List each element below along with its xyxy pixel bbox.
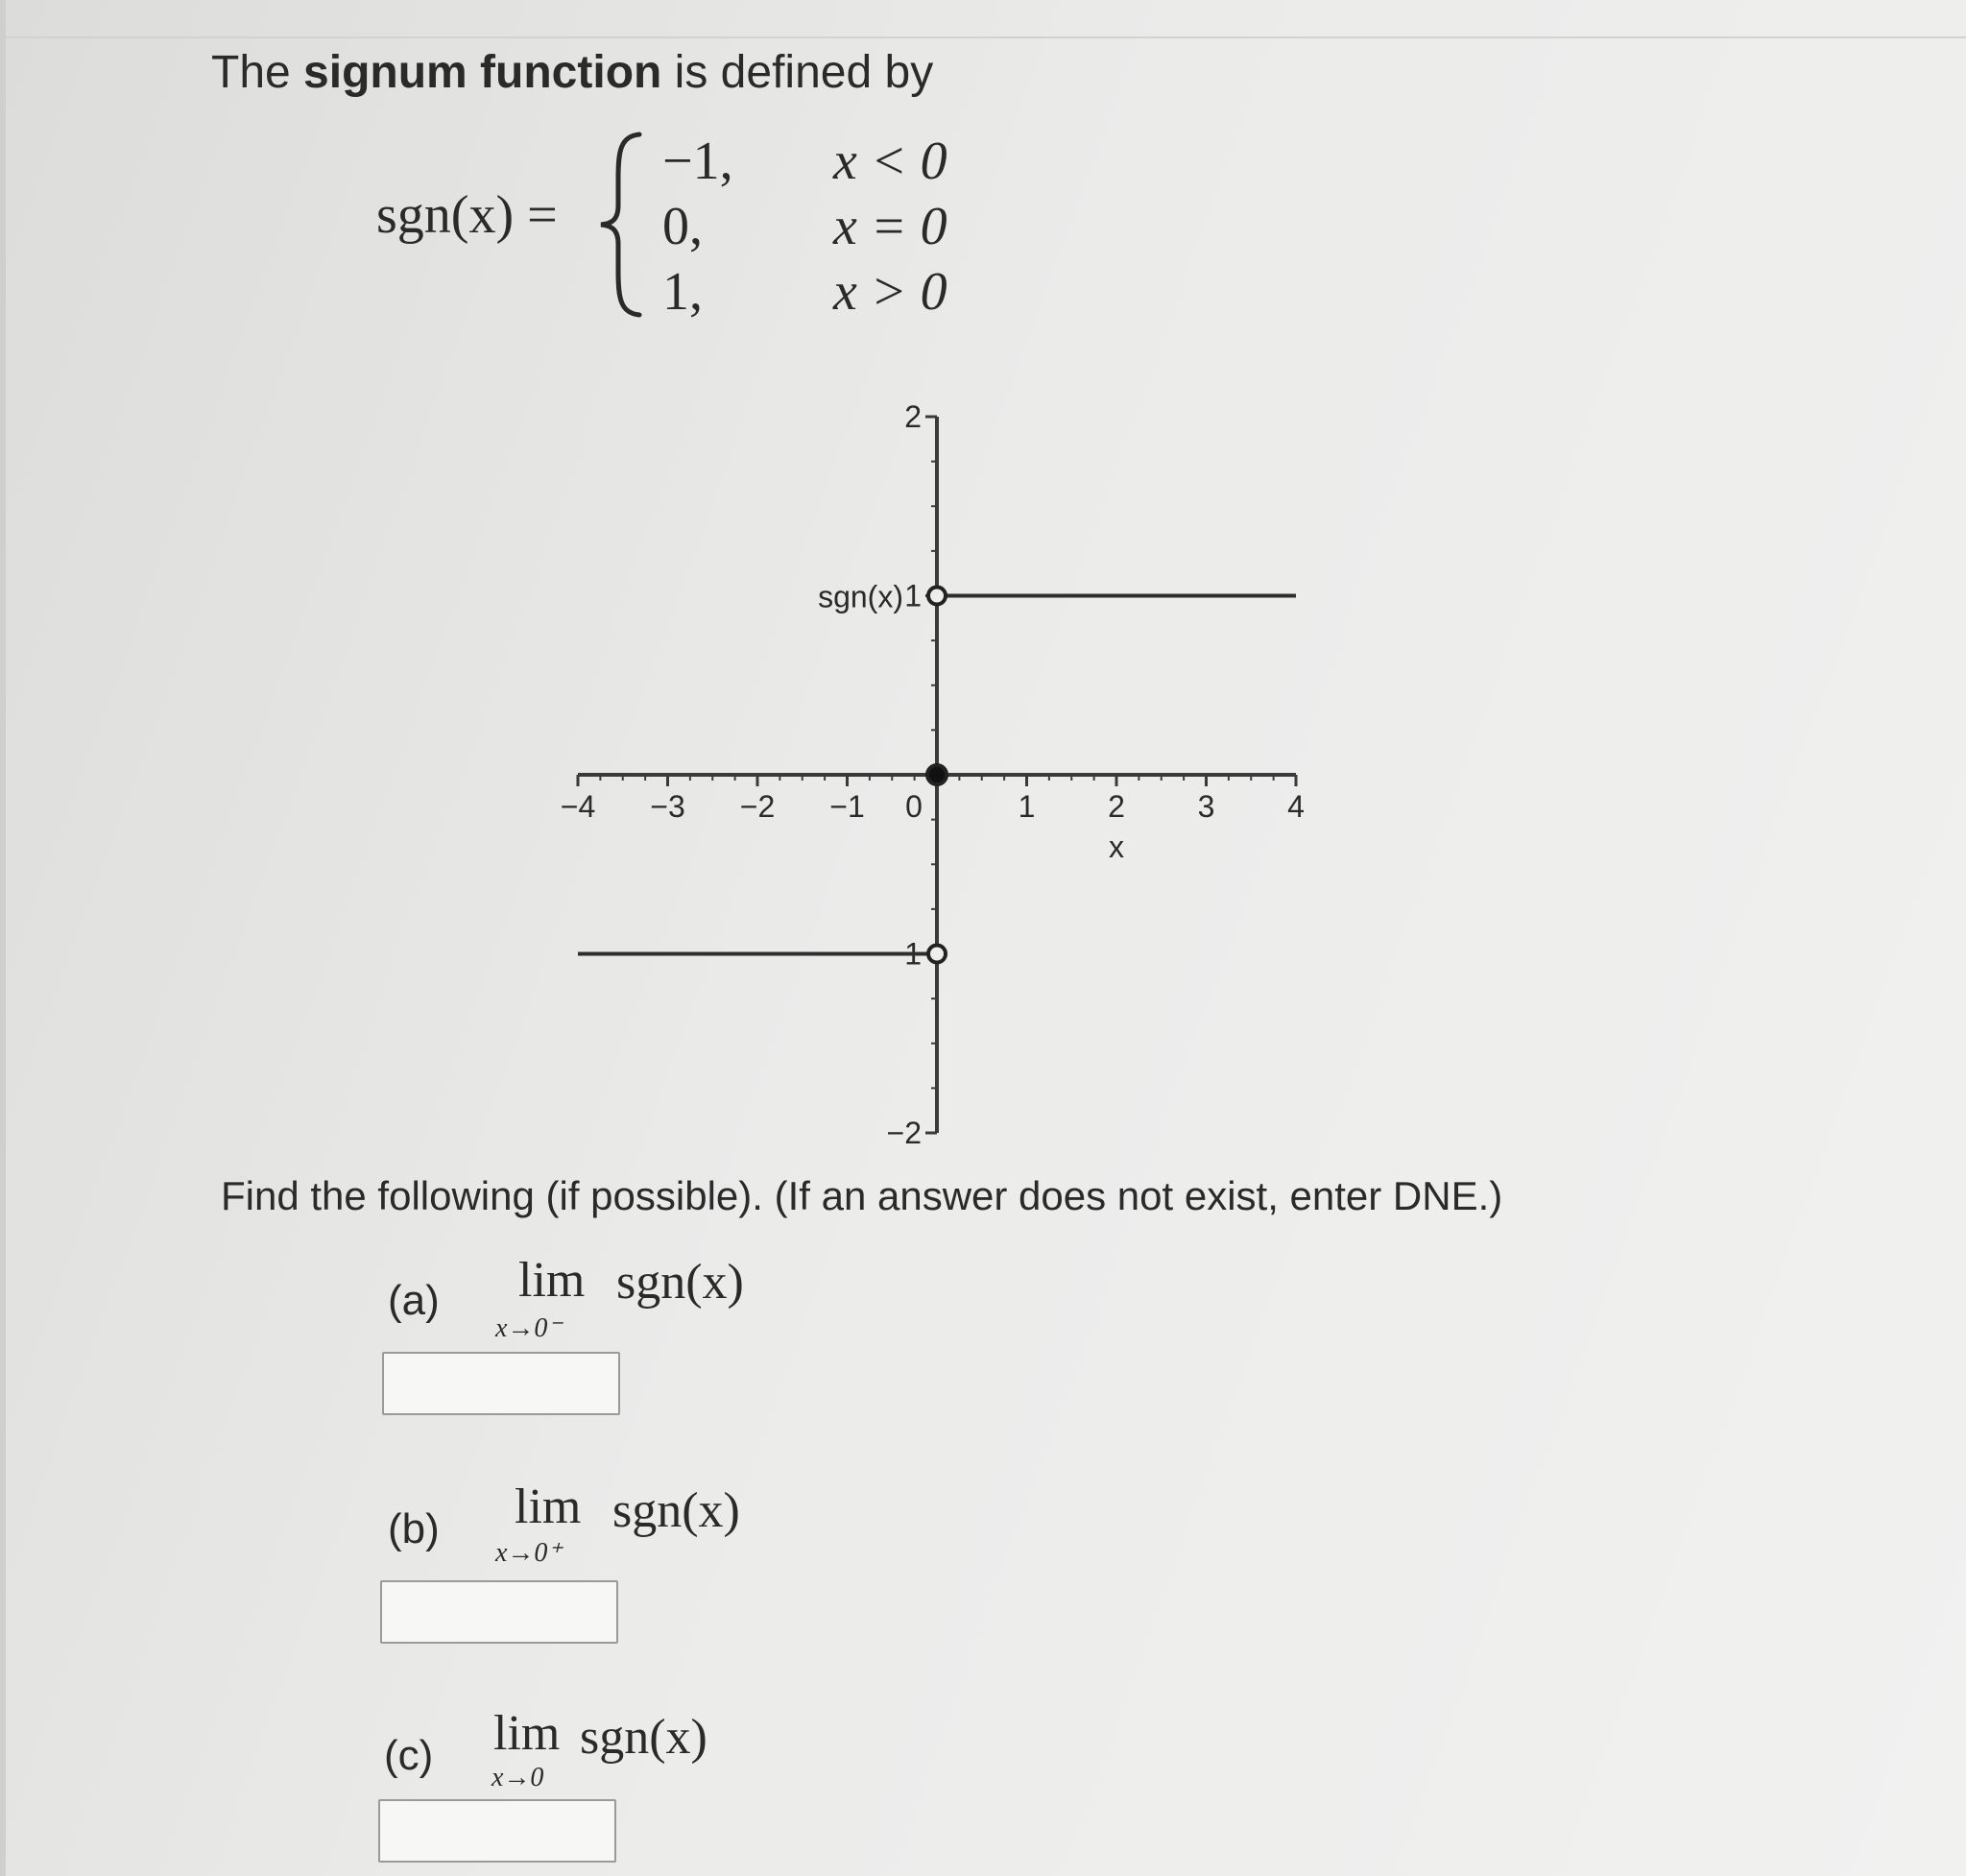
y-tick-label: 1 [904, 578, 922, 613]
intro-bold-term: signum function [303, 47, 662, 98]
case-condition-3: x > 0 [833, 262, 947, 322]
x-axis-label: x [1109, 830, 1124, 864]
open-endpoint [928, 946, 946, 963]
x-tick-label: −2 [739, 789, 776, 824]
y-tick-label: −1 [886, 936, 922, 972]
intro-text [211, 46, 933, 99]
case-condition-2: x = 0 [833, 197, 947, 256]
x-tick-label: 4 [1287, 789, 1305, 824]
part-a-answer-input[interactable] [382, 1352, 620, 1415]
x-tick-label: −4 [560, 789, 596, 824]
x-tick-label: 3 [1197, 789, 1215, 824]
part-a-lim: lim [518, 1253, 586, 1308]
y-tick-label: 2 [904, 399, 922, 434]
part-c-label: (c) [384, 1732, 434, 1779]
x-tick-label: 1 [1018, 789, 1036, 824]
case-value-1: −1, [662, 132, 733, 191]
top-divider [6, 36, 1966, 38]
part-a-label: (a) [388, 1277, 440, 1324]
intro-prefix: The [211, 47, 304, 98]
part-c-function: sgn(x) [580, 1710, 707, 1765]
part-c-answer-input[interactable] [378, 1799, 616, 1863]
case-condition-1: x < 0 [833, 132, 947, 191]
open-endpoint [928, 588, 946, 605]
part-b-answer-input[interactable] [380, 1580, 618, 1644]
part-b-label: (b) [388, 1505, 440, 1552]
part-a-function: sgn(x) [616, 1255, 744, 1310]
case-value-2: 0, [662, 197, 703, 256]
x-tick-label: −3 [650, 789, 685, 824]
y-tick-label: −2 [886, 1116, 922, 1150]
closed-point [927, 765, 947, 784]
instructions-text: Find the following (if possible). (If an answer does not exist, enter DNE.) [221, 1173, 1503, 1218]
intro-suffix: is defined by [661, 47, 934, 98]
x-tick-label: 0 [905, 789, 923, 824]
definition-lhs: sgn(x) = [376, 185, 558, 245]
part-b-function: sgn(x) [612, 1483, 740, 1538]
left-border [0, 0, 6, 1876]
part-b-lim: lim [515, 1479, 582, 1534]
part-c-lim: lim [493, 1706, 561, 1761]
part-b-lim-subscript: x→0⁺ [495, 1538, 563, 1568]
x-tick-label: −1 [829, 789, 865, 824]
case-value-3: 1, [662, 262, 703, 322]
case-brace [597, 131, 645, 319]
part-c-lim-subscript: x→0 [492, 1763, 544, 1792]
y-axis-label: sgn(x) [818, 579, 903, 614]
signum-plot [538, 384, 1344, 1171]
x-tick-label: 2 [1108, 789, 1125, 824]
part-a-lim-subscript: x→0⁻ [495, 1313, 563, 1343]
